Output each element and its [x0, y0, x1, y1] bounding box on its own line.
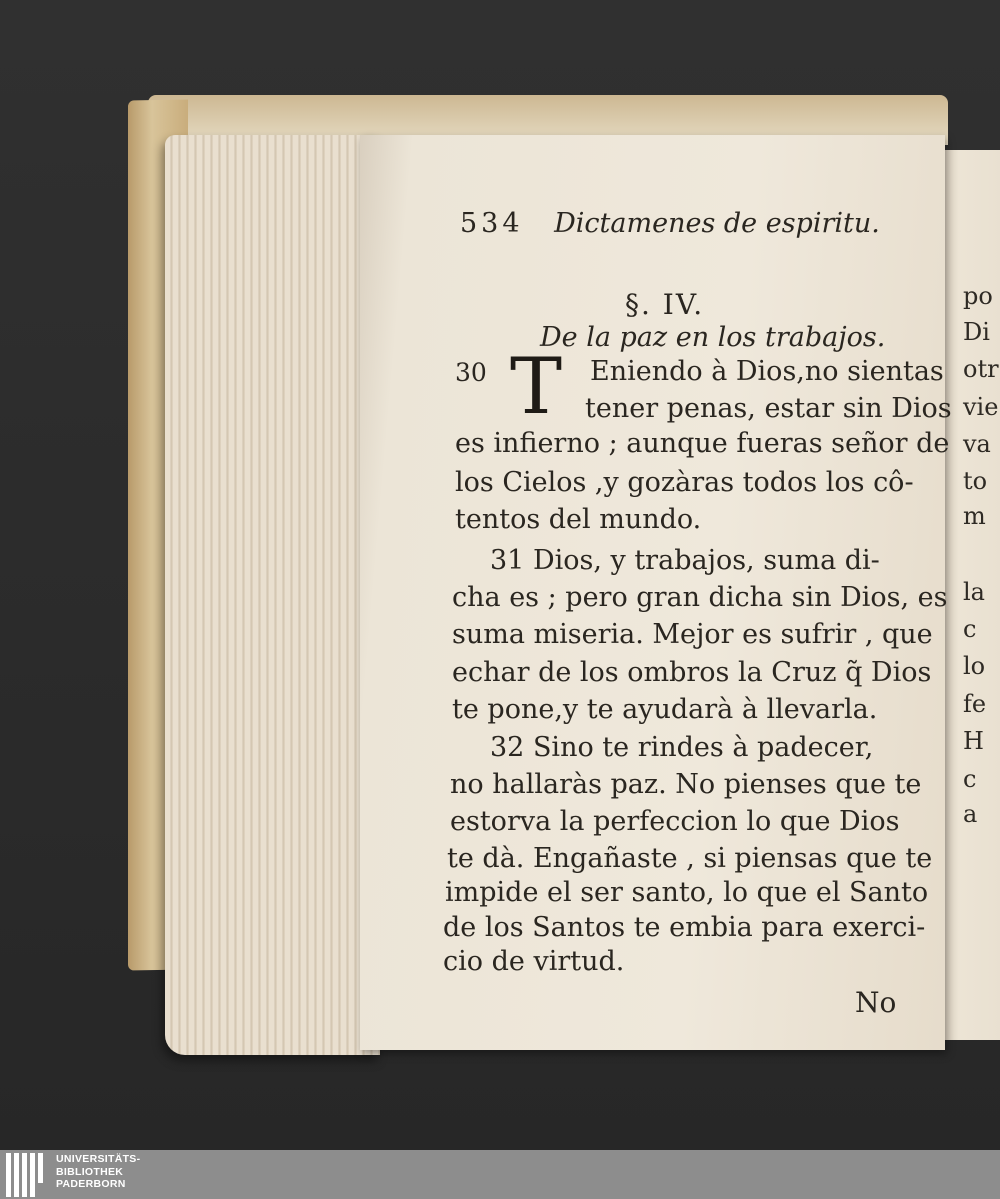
text-line: de los Santos te embia para exerci-	[443, 912, 926, 943]
text-line: Eniendo à Dios,no sientas	[590, 356, 944, 387]
library-name-line: PADERBORN	[56, 1178, 126, 1190]
facing-text-fragment: lo	[963, 652, 986, 680]
text-line: estorva la perfeccion lo que Dios	[450, 806, 900, 837]
text-line: te pone,y te ayudarà à llevarla.	[452, 694, 878, 725]
page-header	[460, 208, 880, 239]
text-line: tentos del mundo.	[455, 504, 702, 535]
text-line: echar de los ombros la Cruz q̃ Dios	[452, 657, 932, 688]
text-line: cha es ; pero gran dicha sin Dios, es	[452, 582, 948, 613]
page-block-edges	[165, 135, 380, 1055]
library-name-line: UNIVERSITÄTS-	[56, 1153, 141, 1165]
running-title: Dictamenes de espiritu.	[554, 208, 880, 239]
facing-text-fragment: po	[963, 282, 993, 310]
facing-text-fragment: vie	[963, 393, 999, 421]
library-name	[56, 1153, 140, 1191]
facing-text-fragment: fe	[963, 690, 987, 718]
text-line: 32 Sino te rindes à padecer,	[490, 732, 874, 763]
text-line: te dà. Engañaste , si piensas que te	[447, 843, 933, 874]
facing-text-fragment: c	[963, 615, 977, 643]
section-heading: §. IV.	[625, 288, 705, 321]
facing-text-fragment: Di	[963, 318, 990, 346]
page-number: 534	[460, 208, 524, 239]
facing-text-fragment: va	[963, 430, 991, 458]
catchword: No	[855, 986, 897, 1019]
text-line: 31 Dios, y trabajos, suma di-	[490, 545, 880, 576]
facing-text-fragment: to	[963, 467, 988, 495]
text-line: cio de virtud.	[443, 946, 625, 977]
text-line: los Cielos ,y gozàras todos los cô-	[455, 467, 914, 498]
text-line: es infierno ; aunque fueras señor de	[455, 428, 950, 459]
facing-text-fragment: m	[963, 502, 986, 530]
facing-text-fragment: H	[963, 727, 984, 755]
facing-text-fragment: otr	[963, 355, 999, 383]
section-subtitle: De la paz en los trabajos.	[540, 322, 886, 353]
text-line: impide el ser santo, lo que el Santo	[445, 877, 929, 908]
facing-text-fragment: a	[963, 800, 978, 828]
text-line: suma miseria. Mejor es sufrir , que	[452, 619, 933, 650]
paragraph-number: 30	[455, 358, 487, 387]
facing-text-fragment: c	[963, 765, 977, 793]
text-line: tener penas, estar sin Dios	[585, 393, 952, 424]
footer-bar	[0, 1150, 1000, 1199]
library-name-line: BIBLIOTHEK	[56, 1165, 124, 1178]
drop-capital: T	[510, 342, 563, 432]
text-line: no hallaràs paz. No pienses que te	[450, 769, 922, 800]
library-logo-icon	[6, 1153, 48, 1197]
facing-text-fragment: la	[963, 578, 985, 606]
